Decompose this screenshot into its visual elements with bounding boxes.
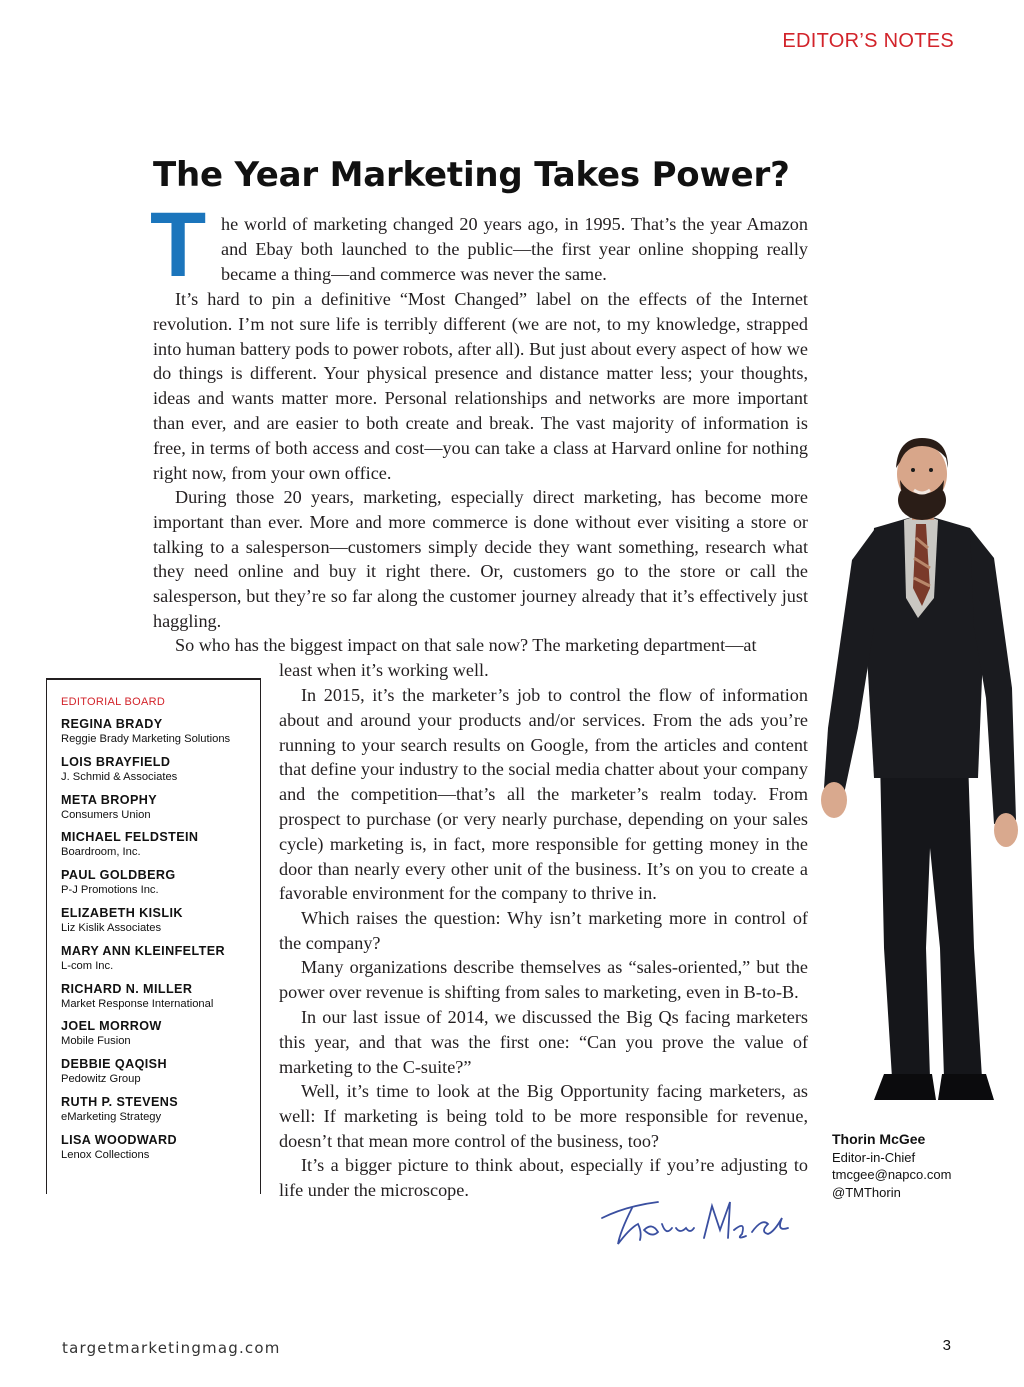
article-paragraph: Many organizations describe themselves as “sales-oriented,” but the power over revenue is shifting from sales to marketing, even in B-to-B. (279, 957, 808, 1002)
board-member-org: Boardroom, Inc. (61, 846, 141, 859)
section-label: EDITOR’S NOTES (782, 30, 954, 52)
article-paragraph: It’s a bigger picture to think about, especially if you’re adjusting to life under the microscope. (279, 1155, 808, 1200)
board-member (61, 1019, 230, 1057)
article-paragraph: So who has the biggest impact on that sale now? The marketing department—at (175, 635, 757, 655)
author-title: Editor-in-Chief (832, 1149, 916, 1165)
board-member-name: ELIZABETH KISLIK (61, 905, 183, 920)
article-paragraph: Which raises the question: Why isn’t marketing more in control of the company? (279, 908, 808, 953)
footer-url[interactable]: targetmarketingmag.com (62, 1339, 281, 1357)
board-member-name: REGINA BRADY (61, 717, 163, 731)
board-member (61, 944, 230, 982)
board-member-name: RUTH P. STEVENS (61, 1094, 179, 1109)
page-number: 3 (942, 1337, 951, 1354)
article-paragraph-continued: least when it’s working well. (279, 660, 489, 680)
board-member (61, 1095, 230, 1133)
board-member (61, 830, 230, 868)
board-member (61, 1057, 230, 1095)
editorial-board-list (61, 717, 230, 1171)
board-member (61, 868, 230, 906)
board-member-org: Reggie Brady Marketing Solutions (61, 733, 231, 745)
board-member (61, 793, 230, 831)
board-member-org: eMarketing Strategy (61, 1110, 162, 1123)
board-member-name: PAUL GOLDBERG (61, 868, 176, 883)
board-member-name: JOEL MORROW (61, 1019, 162, 1034)
board-member-org: Mobile Fusion (61, 1035, 131, 1048)
board-member-org: J. Schmid & Associates (61, 770, 178, 783)
article-paragraph: he world of marketing changed 20 years ago, in 1995. That’s the year Amazon and Ebay both launched to the public—the first year online shopping really became a thing—and commerce was never the same. (221, 214, 808, 284)
board-member (61, 755, 230, 793)
board-member (61, 717, 230, 755)
author-credit (832, 1131, 951, 1201)
author-email[interactable]: tmcgee@napco.com (832, 1167, 952, 1182)
board-member-name: LISA WOODWARD (61, 1132, 177, 1147)
article-paragraph: During those 20 years, marketing, especially direct marketing, has become more important than ever. More and more commerce is done without ever visiting a store or talking to a salesperson—customers simply decide they want something, research what they need online and buy it right there. Or, customers go to the store or call the salesperson, but they’re so far along the customer journey already that it’s effectively just haggling. (153, 487, 808, 631)
author-handle[interactable]: @TMThorin (832, 1184, 901, 1200)
board-member-name: MICHAEL FELDSTEIN (61, 830, 199, 845)
board-member (61, 906, 230, 944)
article-headline: The Year Marketing Takes Power? (153, 155, 790, 195)
board-member-org: Consumers Union (61, 808, 151, 821)
article-paragraph: It’s hard to pin a definitive “Most Changed” label on the effects of the Internet revolution. I’m not sure life is terribly different (we are not, to my knowledge, strapped into human battery pods to power robots, after all). But just about every aspect of how we do things is different. Your physical presence and distance matter less; your thoughts, ideas and wants matter more. Personal relationships and networks are more important than ever, and are easier to both create and break. The vast majority of information is free, in terms of both access and cost—you can take a class at Harvard online for nothing right now, from your own office. (153, 289, 808, 483)
editorial-board-box (46, 678, 261, 1194)
article-paragraph: Well, it’s time to look at the Big Opportunity facing marketers, as well: If marketing is being told to be more responsible for revenue, doesn’t that mean more control of the business, too? (279, 1081, 808, 1151)
board-member-name: DEBBIE QAQISH (61, 1057, 167, 1072)
editor-photo (818, 428, 1024, 1112)
article-paragraph: In 2015, it’s the marketer’s job to control the flow of information about and around your products and/or services. From the ads you’re running to your search results on Google, from the articles and content that define your industry to the social media chatter about your company and the competition—that’s all the marketer’s realm today. From prospect to purchase (or very nearly purchase, depending on your sales cycle) marketing is, in fact, more responsible for getting money in the door than nearly every other unit of the business. It’s on you to create a favorable environment for the company to thrive in. (279, 685, 808, 904)
board-member-name: META BROPHY (61, 792, 158, 807)
board-member-name: LOIS BRAYFIELD (61, 754, 171, 769)
board-member-org: Liz Kislik Associates (61, 921, 162, 934)
board-member-org: L-com Inc. (61, 959, 114, 972)
board-member (61, 1133, 230, 1171)
board-member (61, 982, 230, 1020)
article-paragraph: In our last issue of 2014, we discussed the Big Qs facing marketers this year, and that was the first one: “Can you prove the value of marketing to the C-suite?” (279, 1007, 808, 1077)
board-member-org: Market Response International (61, 997, 214, 1010)
board-member-org: Pedowitz Group (61, 1073, 141, 1086)
author-signature (596, 1188, 796, 1252)
editorial-board-title: EDITORIAL BOARD (61, 696, 166, 708)
author-name: Thorin McGee (832, 1131, 926, 1147)
board-member-name: MARY ANN KLEINFELTER (61, 943, 226, 958)
board-member-org: P-J Promotions Inc. (61, 884, 159, 897)
drop-cap: T (150, 194, 207, 296)
board-member-org: Lenox Collections (61, 1148, 150, 1161)
board-member-name: RICHARD N. MILLER (61, 981, 193, 996)
